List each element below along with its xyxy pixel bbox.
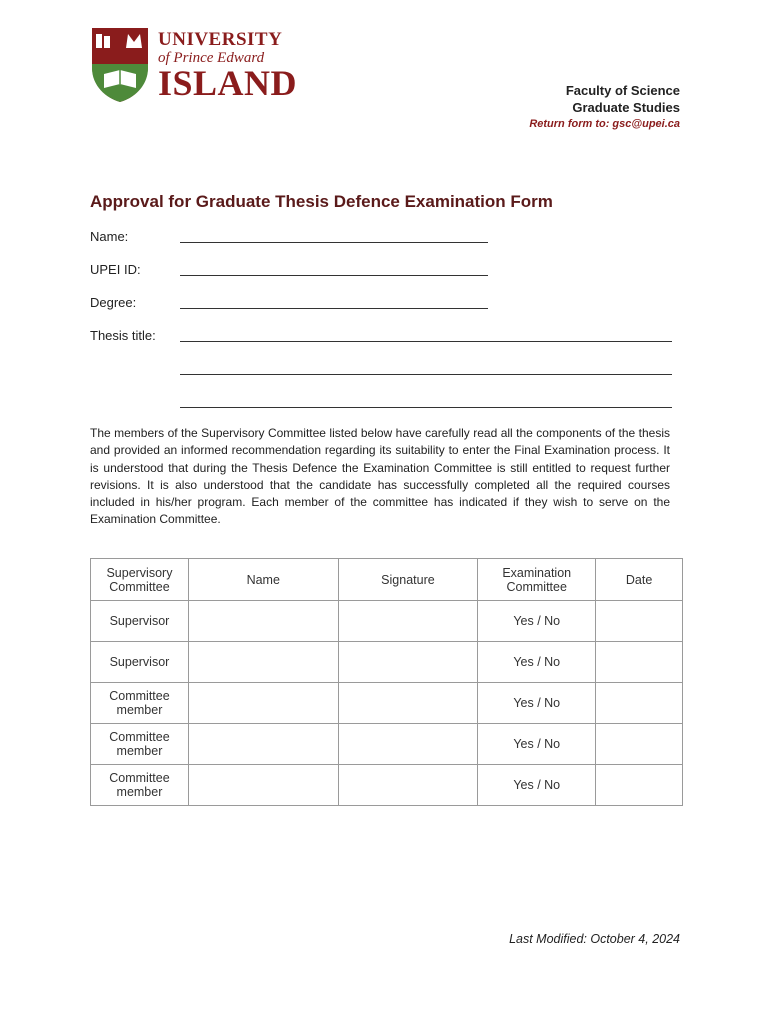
thesis-title-input-line-2[interactable]: [180, 374, 672, 375]
exam-committee-cell[interactable]: Yes / No: [478, 765, 596, 806]
table-row: [91, 683, 683, 724]
wordmark-university: UNIVERSITY: [158, 29, 283, 50]
header-date: Date: [596, 559, 683, 601]
name-cell[interactable]: [188, 724, 338, 765]
date-cell[interactable]: [596, 724, 683, 765]
return-instructions: Return form to: gsc@upei.ca: [529, 118, 680, 130]
name-cell[interactable]: [188, 765, 338, 806]
faculty-name: Faculty of Science: [565, 83, 680, 98]
upei-id-input-line[interactable]: [180, 275, 488, 276]
role-cell: Committee member: [91, 765, 189, 806]
form-title: Approval for Graduate Thesis Defence Examination Form: [90, 192, 553, 211]
header-examination-committee: Examination Committee: [478, 559, 596, 601]
wordmark-island: ISLAND: [158, 63, 298, 103]
university-logo: [90, 26, 298, 108]
faculty-header: [529, 82, 680, 132]
university-crest-icon: [90, 26, 150, 104]
name-cell[interactable]: [188, 683, 338, 724]
wordmark-prince-edward: of Prince Edward: [158, 50, 265, 66]
name-input-line[interactable]: [180, 242, 488, 243]
date-cell[interactable]: [596, 642, 683, 683]
date-cell[interactable]: [596, 765, 683, 806]
signature-cell[interactable]: [338, 683, 478, 724]
role-cell: Supervisor: [91, 642, 189, 683]
header-signature: Signature: [338, 559, 478, 601]
last-modified: Last Modified: October 4, 2024: [509, 932, 680, 946]
exam-committee-cell[interactable]: Yes / No: [478, 601, 596, 642]
signature-cell[interactable]: [338, 765, 478, 806]
degree-input-line[interactable]: [180, 308, 488, 309]
name-cell[interactable]: [188, 642, 338, 683]
table-row: [91, 642, 683, 683]
table-row: [91, 601, 683, 642]
degree-label: Degree:: [90, 295, 137, 310]
signature-cell[interactable]: [338, 642, 478, 683]
department-name: Graduate Studies: [572, 100, 680, 115]
thesis-title-label: Thesis title:: [90, 328, 156, 343]
name-cell[interactable]: [188, 601, 338, 642]
role-cell: Committee member: [91, 683, 189, 724]
table-header-row: [91, 559, 683, 601]
name-field: [90, 229, 180, 244]
degree-field: [90, 295, 180, 310]
table-row: [91, 765, 683, 806]
thesis-title-field: [90, 328, 180, 343]
table-row: [91, 724, 683, 765]
role-cell: Supervisor: [91, 601, 189, 642]
thesis-title-input-line-1[interactable]: [180, 341, 672, 342]
role-cell: Committee member: [91, 724, 189, 765]
upei-id-field: [90, 262, 180, 277]
exam-committee-cell[interactable]: Yes / No: [478, 683, 596, 724]
date-cell[interactable]: [596, 683, 683, 724]
date-cell[interactable]: [596, 601, 683, 642]
signature-cell[interactable]: [338, 601, 478, 642]
thesis-title-input-line-3[interactable]: [180, 407, 672, 408]
upei-id-label: UPEI ID:: [90, 262, 141, 277]
committee-table: [90, 558, 683, 806]
header-name: Name: [188, 559, 338, 601]
committee-statement: The members of the Supervisory Committee listed below have carefully read all the components of the thesis and provided an informed recommendation regarding its suitability to enter the Final Examination process. It is understood that during the Thesis Defence the Examination Committee is still entitled to request further revisions. It is also understood that the candidate has successfully completed all the required courses included in his/her program. Each member of the committee has indicated if they wish to serve on the Examination Committee.: [90, 426, 670, 527]
exam-committee-cell[interactable]: Yes / No: [478, 642, 596, 683]
signature-cell[interactable]: [338, 724, 478, 765]
university-wordmark: [158, 29, 298, 103]
header-supervisory-committee: Supervisory Committee: [91, 559, 189, 601]
exam-committee-cell[interactable]: Yes / No: [478, 724, 596, 765]
name-label: Name:: [90, 229, 129, 244]
